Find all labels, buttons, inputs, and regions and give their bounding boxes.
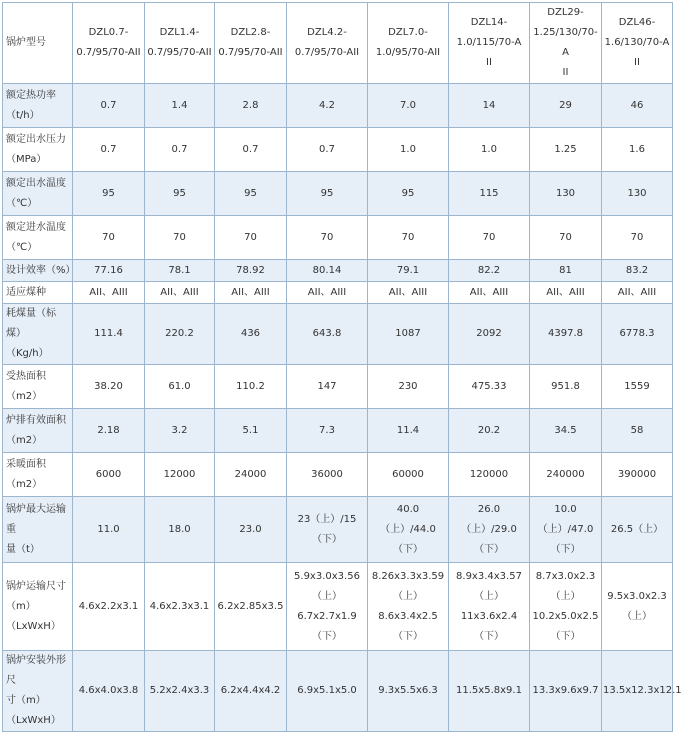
table-cell: 95 xyxy=(287,172,368,216)
table-cell: 0.7 xyxy=(145,128,215,172)
table-cell: 390000 xyxy=(602,453,673,497)
table-cell: 6.2x2.85x3.5 xyxy=(215,563,287,651)
table-cell: 5.1 xyxy=(215,409,287,453)
row-label-cell: 采暖面积 （m2） xyxy=(3,453,73,497)
table-cell: 26.0 （上）/29.0 （下） xyxy=(449,497,530,563)
row-label-cell: 设计效率（%） xyxy=(3,260,73,282)
table-cell: 2.8 xyxy=(215,84,287,128)
table-cell: 61.0 xyxy=(145,365,215,409)
table-cell: 4.6x2.2x3.1 xyxy=(73,563,145,651)
table-cell: 24000 xyxy=(215,453,287,497)
table-cell: 6000 xyxy=(73,453,145,497)
table-cell: 18.0 xyxy=(145,497,215,563)
table-cell: 1.4 xyxy=(145,84,215,128)
table-cell: 7.0 xyxy=(368,84,449,128)
row-label-cell: 锅炉最大运输重 量（t） xyxy=(3,497,73,563)
table-row xyxy=(3,172,673,216)
table-cell: 29 xyxy=(530,84,602,128)
table-row xyxy=(3,409,673,453)
row-label-cell: 锅炉安装外形尺 寸（m） （LxWxH） xyxy=(3,651,73,732)
table-cell: 110.2 xyxy=(215,365,287,409)
table-cell: AII、AIII xyxy=(449,282,530,304)
header-cell: DZL1.4- 0.7/95/70-AII xyxy=(145,3,215,84)
table-cell: 4397.8 xyxy=(530,304,602,365)
table-cell: 147 xyxy=(287,365,368,409)
table-cell: 13.5x12.3x12.1 xyxy=(602,651,673,732)
row-label-cell: 额定热功率 （t/h） xyxy=(3,84,73,128)
table-cell: 95 xyxy=(215,172,287,216)
row-label-cell: 锅炉运输尺寸 （m） （LxWxH） xyxy=(3,563,73,651)
table-row xyxy=(3,651,673,732)
table-cell: AII、AIII xyxy=(145,282,215,304)
table-cell: 38.20 xyxy=(73,365,145,409)
table-row xyxy=(3,282,673,304)
header-cell: DZL0.7- 0.7/95/70-AII xyxy=(73,3,145,84)
table-cell: 70 xyxy=(530,216,602,260)
table-cell: 6.2x4.4x4.2 xyxy=(215,651,287,732)
table-cell: 5.2x2.4x3.3 xyxy=(145,651,215,732)
table-cell: 436 xyxy=(215,304,287,365)
table-cell: 78.92 xyxy=(215,260,287,282)
row-label-cell: 适应煤种 xyxy=(3,282,73,304)
table-cell: 2092 xyxy=(449,304,530,365)
table-cell: 36000 xyxy=(287,453,368,497)
table-cell: 11.0 xyxy=(73,497,145,563)
table-row xyxy=(3,260,673,282)
row-label-cell: 受热面积 （m2） xyxy=(3,365,73,409)
table-cell: 240000 xyxy=(530,453,602,497)
table-cell: 1.25 xyxy=(530,128,602,172)
table-cell: 9.5x3.0x2.3 （上） xyxy=(602,563,673,651)
row-label-cell: 额定进水温度 （℃） xyxy=(3,216,73,260)
table-cell: 34.5 xyxy=(530,409,602,453)
table-cell: 26.5（上） xyxy=(602,497,673,563)
row-label-cell: 炉排有效面积 （m2） xyxy=(3,409,73,453)
table-cell: 70 xyxy=(215,216,287,260)
table-cell: 9.3x5.5x6.3 xyxy=(368,651,449,732)
table-row xyxy=(3,563,673,651)
table-cell: 14 xyxy=(449,84,530,128)
table-cell: 6778.3 xyxy=(602,304,673,365)
table-cell: 4.6x4.0x3.8 xyxy=(73,651,145,732)
table-row xyxy=(3,497,673,563)
table-cell: 23（上）/15 （下） xyxy=(287,497,368,563)
table-cell: 70 xyxy=(145,216,215,260)
table-cell: 80.14 xyxy=(287,260,368,282)
table-cell: 70 xyxy=(602,216,673,260)
table-row xyxy=(3,216,673,260)
table-cell: 12000 xyxy=(145,453,215,497)
table-cell: 0.7 xyxy=(73,128,145,172)
table-cell: 4.2 xyxy=(287,84,368,128)
header-cell: DZL14- 1.0/115/70-A II xyxy=(449,3,530,84)
table-cell: AII、AIII xyxy=(215,282,287,304)
table-cell: 8.26x3.3x3.59 （上） 8.6x3.4x2.5 （下） xyxy=(368,563,449,651)
table-cell: AII、AIII xyxy=(602,282,673,304)
table-body xyxy=(3,84,682,732)
table-cell: 1.6 xyxy=(602,128,673,172)
row-label-cell: 耗煤量（标煤） （Kg/h） xyxy=(3,304,73,365)
table-row xyxy=(3,453,673,497)
table-cell: 0.7 xyxy=(287,128,368,172)
table-row xyxy=(3,365,673,409)
table-cell: 1.0 xyxy=(368,128,449,172)
boiler-spec-table xyxy=(2,2,682,732)
table-cell: 11.5x5.8x9.1 xyxy=(449,651,530,732)
table-cell: 115 xyxy=(449,172,530,216)
table-cell: 95 xyxy=(73,172,145,216)
table-cell: 5.9x3.0x3.56 （上） 6.7x2.7x1.9 （下） xyxy=(287,563,368,651)
table-cell: AII、AIII xyxy=(530,282,602,304)
table-row xyxy=(3,304,673,365)
header-cell: DZL4.2- 0.7/95/70-AII xyxy=(287,3,368,84)
table-cell: 3.2 xyxy=(145,409,215,453)
table-cell: 10.0 （上）/47.0 （下） xyxy=(530,497,602,563)
header-cell: 锅炉型号 xyxy=(3,3,73,84)
header-cell: DZL7.0- 1.0/95/70-AII xyxy=(368,3,449,84)
table-cell: 70 xyxy=(449,216,530,260)
table-cell: 220.2 xyxy=(145,304,215,365)
table-cell: AII、AIII xyxy=(73,282,145,304)
table-cell: 1559 xyxy=(602,365,673,409)
table-cell: 130 xyxy=(530,172,602,216)
table-cell: 46 xyxy=(602,84,673,128)
table-cell: 0.7 xyxy=(215,128,287,172)
table-cell: 11.4 xyxy=(368,409,449,453)
header-row xyxy=(3,3,673,84)
table-cell: AII、AIII xyxy=(368,282,449,304)
table-cell: 82.2 xyxy=(449,260,530,282)
table-cell: 951.8 xyxy=(530,365,602,409)
table-cell: 2.18 xyxy=(73,409,145,453)
spec-table-container xyxy=(2,2,682,732)
table-cell: 77.16 xyxy=(73,260,145,282)
table-row xyxy=(3,128,673,172)
table-cell: 130 xyxy=(602,172,673,216)
table-cell: 6.9x5.1x5.0 xyxy=(287,651,368,732)
table-cell: 7.3 xyxy=(287,409,368,453)
table-cell: AII、AIII xyxy=(287,282,368,304)
table-cell: 60000 xyxy=(368,453,449,497)
table-cell: 58 xyxy=(602,409,673,453)
table-cell: 79.1 xyxy=(368,260,449,282)
row-label-cell: 额定出水压力 （MPa） xyxy=(3,128,73,172)
table-cell: 8.7x3.0x2.3 （上） 10.2x5.0x2.5 （下） xyxy=(530,563,602,651)
table-cell: 643.8 xyxy=(287,304,368,365)
table-cell: 20.2 xyxy=(449,409,530,453)
table-cell: 8.9x3.4x3.57 （上） 11x3.6x2.4 （下） xyxy=(449,563,530,651)
table-cell: 1.0 xyxy=(449,128,530,172)
table-cell: 0.7 xyxy=(73,84,145,128)
table-cell: 78.1 xyxy=(145,260,215,282)
header-cell: DZL29- 1.25/130/70-A II xyxy=(530,3,602,84)
table-cell: 120000 xyxy=(449,453,530,497)
table-cell: 70 xyxy=(287,216,368,260)
table-cell: 70 xyxy=(73,216,145,260)
table-cell: 1087 xyxy=(368,304,449,365)
header-cell: DZL2.8- 0.7/95/70-AII xyxy=(215,3,287,84)
table-cell: 95 xyxy=(368,172,449,216)
table-cell: 230 xyxy=(368,365,449,409)
table-row xyxy=(3,84,673,128)
table-cell: 95 xyxy=(145,172,215,216)
row-label-cell: 额定出水温度 （℃） xyxy=(3,172,73,216)
table-cell: 83.2 xyxy=(602,260,673,282)
table-cell: 4.6x2.3x3.1 xyxy=(145,563,215,651)
table-cell: 13.3x9.6x9.7 xyxy=(530,651,602,732)
header-cell: DZL46- 1.6/130/70-A II xyxy=(602,3,673,84)
table-cell: 70 xyxy=(368,216,449,260)
table-cell: 23.0 xyxy=(215,497,287,563)
table-cell: 111.4 xyxy=(73,304,145,365)
table-cell: 475.33 xyxy=(449,365,530,409)
table-cell: 40.0 （上）/44.0 （下） xyxy=(368,497,449,563)
table-cell: 81 xyxy=(530,260,602,282)
